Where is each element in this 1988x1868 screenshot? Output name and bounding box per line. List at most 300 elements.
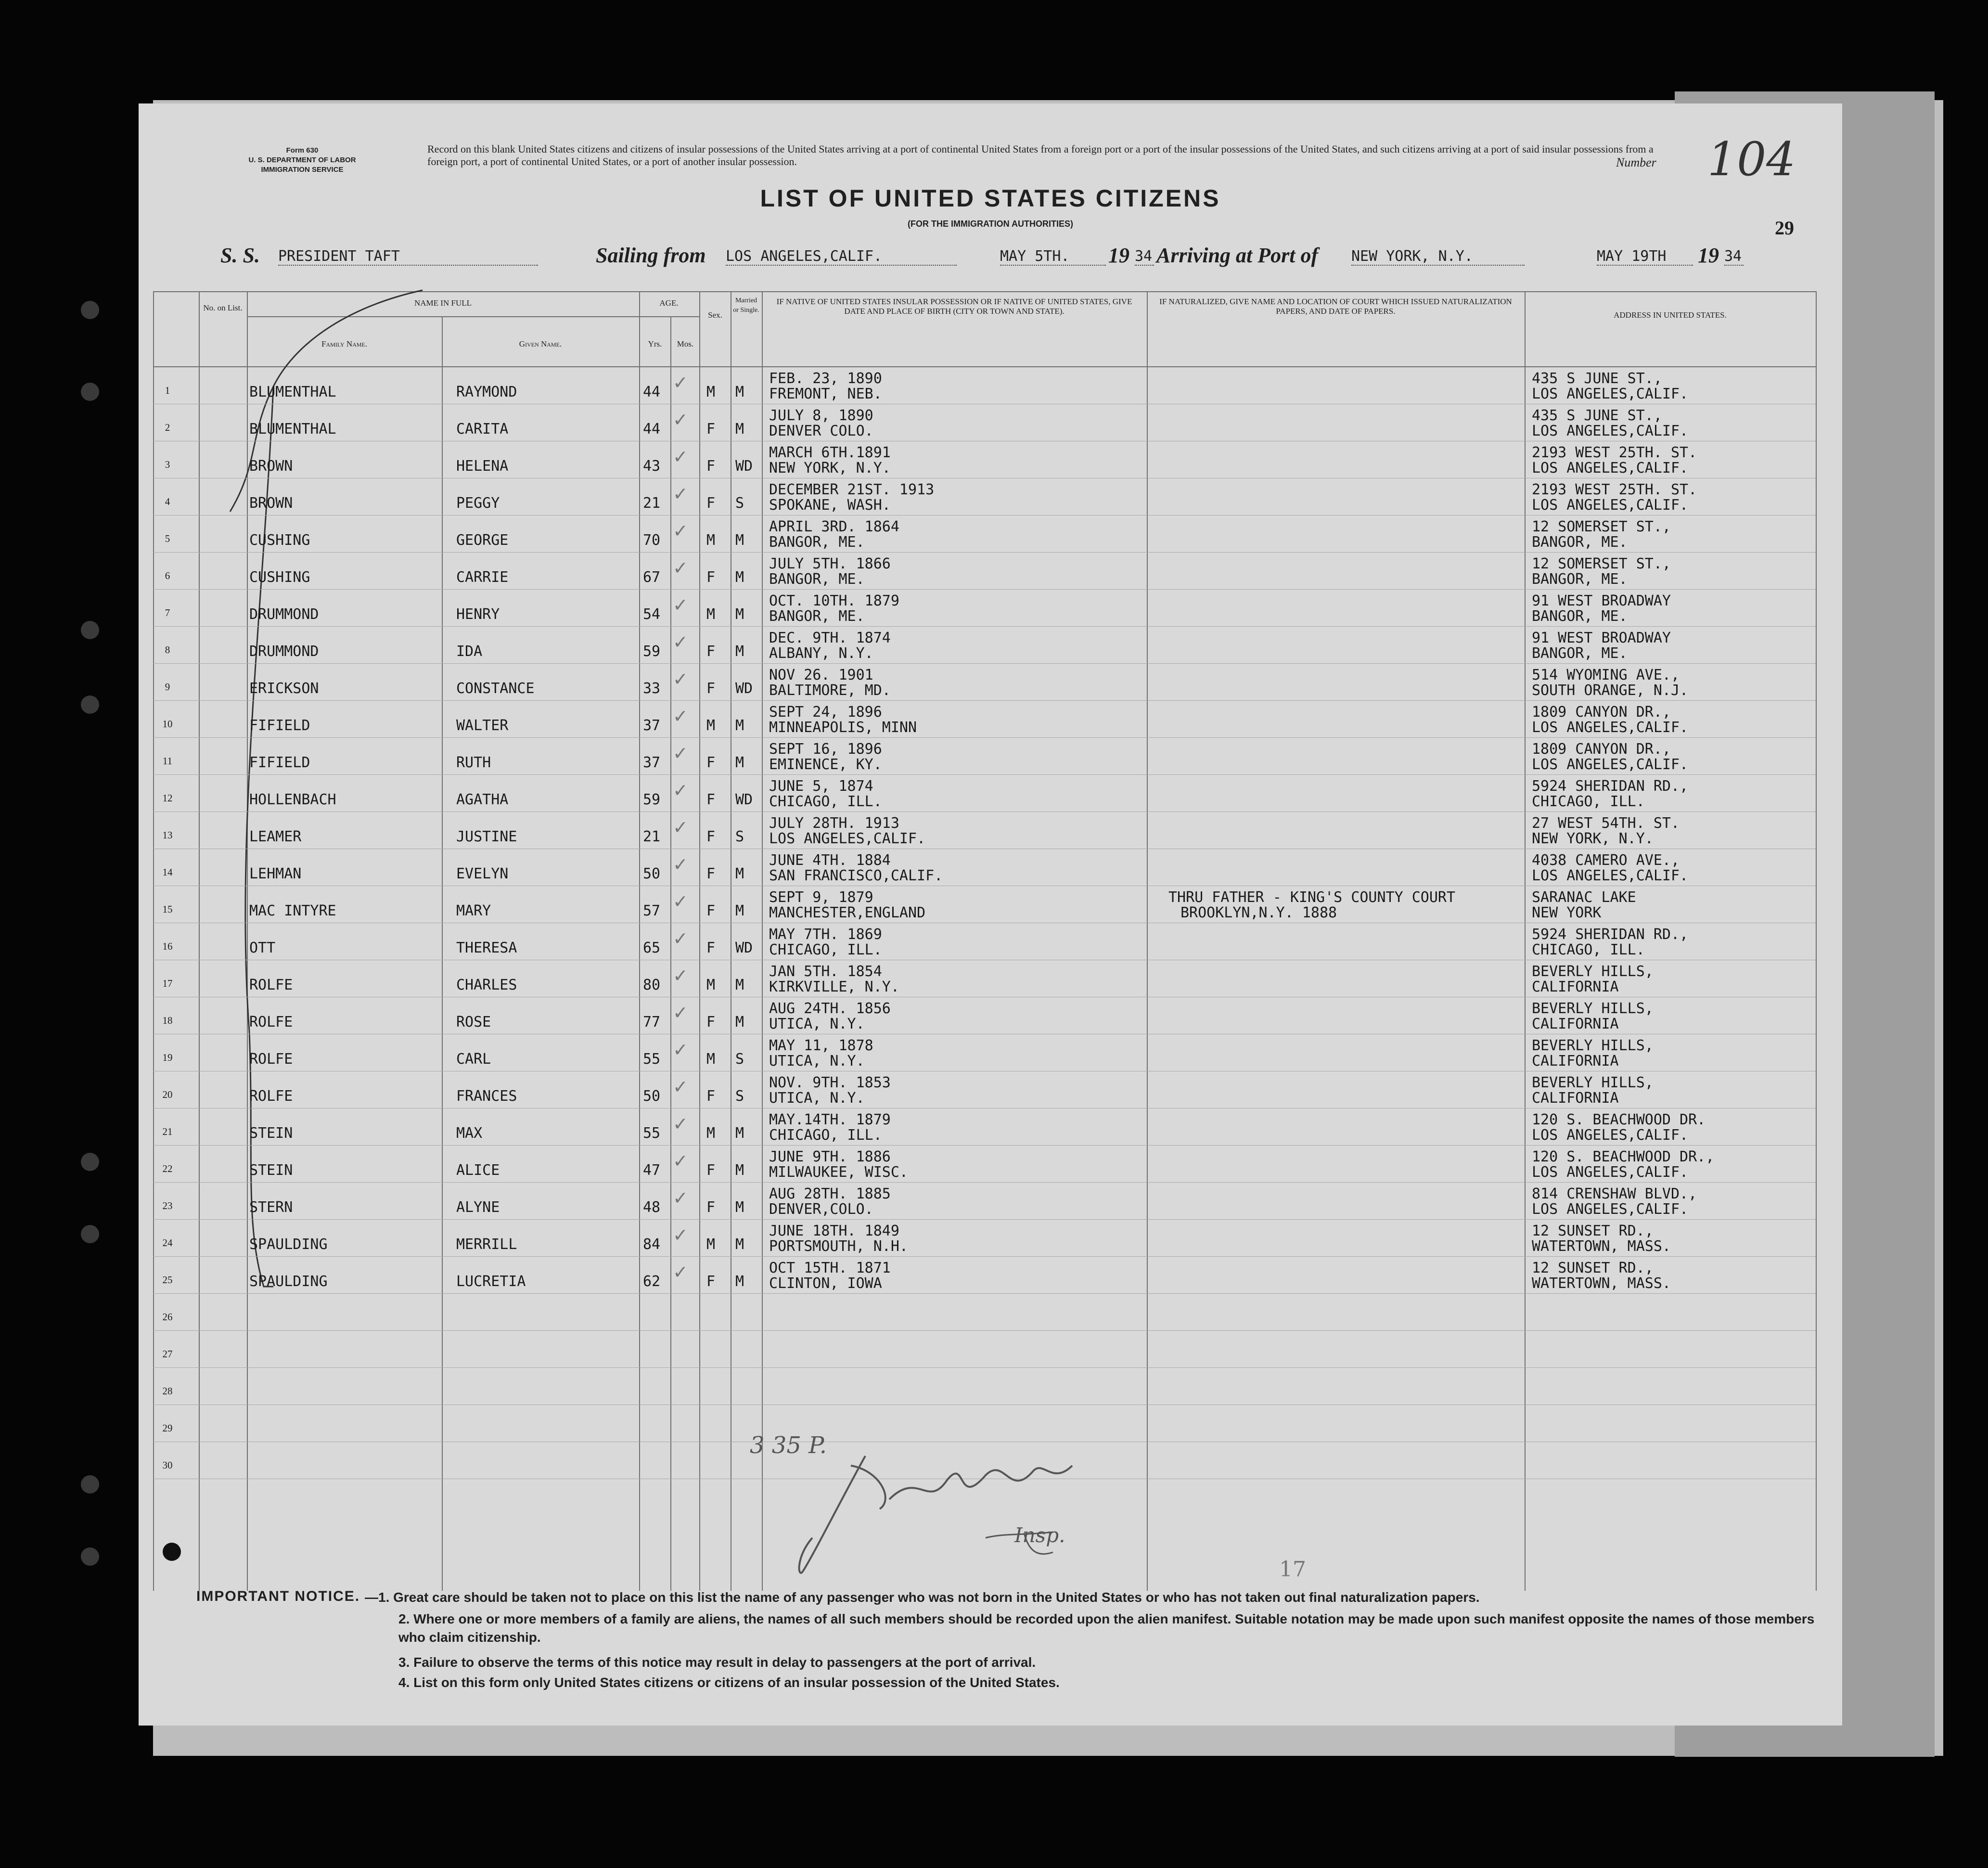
cell-no: 6 xyxy=(165,570,170,581)
age-divider xyxy=(639,316,699,317)
cell-addr1: 120 S. BEACHWOOD DR., xyxy=(1532,1148,1715,1165)
cell-addr1: 12 SUNSET RD., xyxy=(1532,1260,1654,1276)
cell-given: AGATHA xyxy=(456,791,509,808)
cell-sex: M xyxy=(706,606,716,623)
cell-addr1: 91 WEST BROADWAY xyxy=(1532,593,1671,609)
cell-birth-date: MARCH 6TH.1891 xyxy=(769,444,891,461)
cell-age: 47 xyxy=(643,1162,661,1179)
punch-hole xyxy=(81,1475,99,1494)
cell-given: FRANCES xyxy=(456,1088,517,1105)
cell-age: 21 xyxy=(643,495,661,512)
cell-given: MAX xyxy=(456,1125,483,1142)
cell-addr1: BEVERLY HILLS, xyxy=(1532,963,1654,980)
cell-given: IDA xyxy=(456,643,483,660)
cell-marital: M xyxy=(735,1236,744,1253)
cell-no: 7 xyxy=(165,607,170,618)
check-mark: ✓ xyxy=(673,373,688,393)
cell-no: 29 xyxy=(162,1422,173,1434)
cell-nat2: BROOKLYN,N.Y. 1888 xyxy=(1180,904,1337,921)
cell-birth-date: MAY 7TH. 1869 xyxy=(769,926,882,943)
ss-label: S. S. xyxy=(220,244,260,267)
cell-birth-place: BANGOR, ME. xyxy=(769,534,865,551)
cell-sex: M xyxy=(706,532,716,549)
cell-age: 37 xyxy=(643,754,661,771)
cell-addr1: 91 WEST BROADWAY xyxy=(1532,630,1671,646)
check-mark: ✓ xyxy=(673,707,688,727)
cell-sex: F xyxy=(706,458,716,475)
col-header-address: ADDRESS IN UNITED STATES. xyxy=(1614,310,1727,320)
cell-addr2: SOUTH ORANGE, N.J. xyxy=(1532,682,1689,699)
cell-sex: M xyxy=(706,1125,716,1142)
check-mark: ✓ xyxy=(673,892,688,912)
cell-family: BLUMENTHAL xyxy=(249,384,336,400)
cell-birth-place: MILWAUKEE, WISC. xyxy=(769,1164,908,1181)
cell-addr2: CHICAGO, ILL. xyxy=(1532,941,1645,958)
table-row xyxy=(153,1331,1816,1368)
cell-given: ALICE xyxy=(456,1162,500,1179)
cell-given: HENRY xyxy=(456,606,500,623)
notice-item-2: 2. Where one or more members of a family are aliens, the names of all such members should be recorded upon the alien manifest. Suitable notation may be made upon such manifest opposite the names of those members who claim citizenship. xyxy=(398,1611,1815,1645)
cell-sex: F xyxy=(706,940,716,956)
cell-sex: F xyxy=(706,1273,716,1290)
check-mark: ✓ xyxy=(673,558,688,579)
cell-given: WALTER xyxy=(456,717,509,734)
cell-birth-date: JUNE 18TH. 1849 xyxy=(769,1223,899,1239)
col-header-married: Married or Single. xyxy=(733,297,759,314)
punch-hole xyxy=(81,301,99,319)
cell-addr2: LOS ANGELES,CALIF. xyxy=(1532,1164,1689,1181)
cell-age: 21 xyxy=(643,828,661,845)
cell-addr2: CALIFORNIA xyxy=(1532,979,1619,995)
cell-birth-place: PORTSMOUTH, N.H. xyxy=(769,1238,908,1255)
col-header-given: Given Name. xyxy=(519,339,562,348)
cell-birth-place: EMINENCE, KY. xyxy=(769,756,882,773)
col-header-no: No. on List. xyxy=(203,303,243,312)
cell-addr1: BEVERLY HILLS, xyxy=(1532,1037,1654,1054)
table-row xyxy=(153,1034,1816,1071)
cell-addr1: 27 WEST 54TH. ST. xyxy=(1532,815,1680,832)
cell-given: MERRILL xyxy=(456,1236,517,1253)
arrival-date: MAY 19TH xyxy=(1597,248,1693,266)
cell-age: 57 xyxy=(643,902,661,919)
cell-addr2: NEW YORK, N.Y. xyxy=(1532,830,1654,847)
table-row xyxy=(153,738,1816,775)
cell-birth-place: FREMONT, NEB. xyxy=(769,386,882,402)
cell-no: 15 xyxy=(162,903,173,915)
cell-sex: M xyxy=(706,1051,716,1068)
cell-age: 44 xyxy=(643,421,661,438)
cell-birth-place: BALTIMORE, MD. xyxy=(769,682,891,699)
punch-hole xyxy=(81,696,99,714)
cell-birth-place: UTICA, N.Y. xyxy=(769,1053,865,1069)
check-mark: ✓ xyxy=(673,929,688,949)
cell-addr1: 4038 CAMERO AVE., xyxy=(1532,852,1680,869)
check-mark: ✓ xyxy=(673,1151,688,1172)
cell-given: CONSTANCE xyxy=(456,680,535,697)
cell-no: 19 xyxy=(162,1052,173,1063)
department: U. S. DEPARTMENT OF LABOR xyxy=(248,156,356,164)
punch-hole xyxy=(81,1153,99,1171)
table-row xyxy=(153,404,1816,441)
cell-birth-place: CHICAGO, ILL. xyxy=(769,941,882,958)
cell-marital: WD xyxy=(735,458,753,475)
cell-addr2: LOS ANGELES,CALIF. xyxy=(1532,386,1689,402)
table-row xyxy=(153,1220,1816,1257)
cell-marital: M xyxy=(735,421,744,438)
cell-age: 50 xyxy=(643,1088,661,1105)
cell-family: STEIN xyxy=(249,1125,293,1142)
arrival-year: 34 xyxy=(1724,248,1744,266)
cell-marital: M xyxy=(735,569,744,586)
cell-birth-place: BANGOR, ME. xyxy=(769,608,865,625)
col-rule xyxy=(1525,291,1526,367)
cell-birth-date: JULY 28TH. 1913 xyxy=(769,815,899,832)
cell-marital: M xyxy=(735,754,744,771)
cell-birth-place: MANCHESTER,ENGLAND xyxy=(769,904,926,921)
cell-marital: S xyxy=(735,1051,744,1068)
cell-birth-place: CHICAGO, ILL. xyxy=(769,1127,882,1144)
check-mark: ✓ xyxy=(673,484,688,504)
cell-addr1: 814 CRENSHAW BLVD., xyxy=(1532,1185,1697,1202)
sailing-date: MAY 5TH. xyxy=(1000,248,1106,266)
cell-nat1: THRU FATHER - KING'S COUNTY COURT xyxy=(1168,889,1456,906)
col-header-mos: Mos. xyxy=(677,339,694,348)
cell-birth-date: AUG 24TH. 1856 xyxy=(769,1000,891,1017)
table-row xyxy=(153,1257,1816,1294)
cell-birth-date: MAY 11, 1878 xyxy=(769,1037,873,1054)
cell-addr2: LOS ANGELES,CALIF. xyxy=(1532,1127,1689,1144)
table-row xyxy=(153,849,1816,886)
cell-age: 59 xyxy=(643,791,661,808)
cell-given: CARITA xyxy=(456,421,509,438)
cell-no: 11 xyxy=(162,755,173,767)
cell-age: 59 xyxy=(643,643,661,660)
cell-no: 20 xyxy=(162,1089,173,1100)
cell-birth-date: SEPT 9, 1879 xyxy=(769,889,873,906)
cell-given: GEORGE xyxy=(456,532,509,549)
cell-birth-place: SPOKANE, WASH. xyxy=(769,497,891,514)
cell-birth-date: NOV. 9TH. 1853 xyxy=(769,1074,891,1091)
col-rule xyxy=(1816,367,1817,1591)
cell-addr1: 1809 CANYON DR., xyxy=(1532,741,1671,758)
cell-addr2: LOS ANGELES,CALIF. xyxy=(1532,497,1689,514)
check-mark: ✓ xyxy=(673,1114,688,1134)
cell-marital: M xyxy=(735,865,744,882)
check-mark: ✓ xyxy=(673,855,688,875)
cell-age: 67 xyxy=(643,569,661,586)
cell-addr2: CALIFORNIA xyxy=(1532,1090,1619,1107)
col-rule xyxy=(699,291,700,367)
notice-item-4: 4. List on this form only United States citizens or citizens of an insular possession of the United States. xyxy=(398,1675,1060,1690)
cell-birth-date: JUNE 9TH. 1886 xyxy=(769,1148,891,1165)
cell-no: 8 xyxy=(165,644,170,656)
cell-given: JUSTINE xyxy=(456,828,517,845)
cell-given: THERESA xyxy=(456,940,517,956)
cell-marital: WD xyxy=(735,940,753,956)
col-header-birth: IF NATIVE OF UNITED STATES INSULAR POSSESSION OR IF NATIVE OF UNITED STATES, GIVE DATE AND PLACE OF BIRTH (CITY OR TOWN AND STATE). xyxy=(776,297,1132,316)
cell-age: 33 xyxy=(643,680,661,697)
cell-birth-date: OCT 15TH. 1871 xyxy=(769,1260,891,1276)
cell-addr2: WATERTOWN, MASS. xyxy=(1532,1238,1671,1255)
cell-no: 23 xyxy=(162,1200,173,1211)
cell-birth-date: JAN 5TH. 1854 xyxy=(769,963,882,980)
cell-addr1: BEVERLY HILLS, xyxy=(1532,1074,1654,1091)
cell-addr2: CHICAGO, ILL. xyxy=(1532,793,1645,810)
check-mark: ✓ xyxy=(673,1003,688,1023)
cell-birth-date: JUNE 5, 1874 xyxy=(769,778,873,795)
cell-birth-place: ALBANY, N.Y. xyxy=(769,645,873,662)
cell-family: DRUMMOND xyxy=(249,606,319,623)
cell-given: MARY xyxy=(456,902,491,919)
cell-no: 2 xyxy=(165,422,170,433)
footer-number: 17 xyxy=(1279,1557,1306,1582)
cell-family: LEHMAN xyxy=(249,865,302,882)
col-header-family: Family Name. xyxy=(321,339,368,348)
check-mark: ✓ xyxy=(673,818,688,838)
signature-title: Insp. xyxy=(1014,1523,1065,1547)
table-row xyxy=(153,997,1816,1034)
table-row xyxy=(153,1146,1816,1183)
arriving-label: Arriving at Port of xyxy=(1156,244,1319,267)
cell-birth-place: MINNEAPOLIS, MINN xyxy=(769,719,917,736)
cell-addr1: 435 S JUNE ST., xyxy=(1532,407,1662,424)
cell-age: 50 xyxy=(643,865,661,882)
cell-given: ALYNE xyxy=(456,1199,500,1216)
cell-age: 62 xyxy=(643,1273,661,1290)
cell-age: 55 xyxy=(643,1051,661,1068)
cell-addr1: 514 WYOMING AVE., xyxy=(1532,667,1680,683)
cell-family: ERICKSON xyxy=(249,680,319,697)
notice-item-3: 3. Failure to observe the terms of this notice may result in delay to passengers at the port of arrival. xyxy=(398,1655,1036,1670)
cell-birth-place: LOS ANGELES,CALIF. xyxy=(769,830,926,847)
cell-marital: M xyxy=(735,606,744,623)
cell-no: 27 xyxy=(162,1348,173,1360)
cell-marital: M xyxy=(735,1273,744,1290)
cell-addr2: BANGOR, ME. xyxy=(1532,608,1628,625)
cell-family: BLUMENTHAL xyxy=(249,421,336,438)
table-row xyxy=(153,664,1816,701)
cell-birth-date: APRIL 3RD. 1864 xyxy=(769,518,899,535)
cell-birth-date: DEC. 9TH. 1874 xyxy=(769,630,891,646)
cell-birth-date: OCT. 10TH. 1879 xyxy=(769,593,899,609)
cell-sex: M xyxy=(706,384,716,400)
notice-item-1: —1. Great care should be taken not to place on this list the name of any passenger who was not born in the United States or who has not taken out final naturalization papers. xyxy=(365,1590,1480,1605)
cell-age: 84 xyxy=(643,1236,661,1253)
cell-birth-place: SAN FRANCISCO,CALIF. xyxy=(769,867,943,884)
notice-label: IMPORTANT NOTICE. xyxy=(196,1588,360,1604)
cell-addr2: LOS ANGELES,CALIF. xyxy=(1532,867,1689,884)
table-row xyxy=(153,1294,1816,1331)
col-rule xyxy=(762,291,763,367)
table-row xyxy=(153,960,1816,997)
check-mark: ✓ xyxy=(673,1040,688,1060)
cell-birth-date: FEB. 23, 1890 xyxy=(769,370,882,387)
cell-family: SPAULDING xyxy=(249,1236,328,1253)
col-header-name: NAME IN FULL xyxy=(414,298,472,308)
cell-marital: M xyxy=(735,1162,744,1179)
table-row xyxy=(153,1108,1816,1146)
table-row xyxy=(153,886,1816,923)
check-mark: ✓ xyxy=(673,410,688,430)
table-row xyxy=(153,812,1816,849)
cell-given: RAYMOND xyxy=(456,384,517,400)
cell-birth-place: KIRKVILLE, N.Y. xyxy=(769,979,899,995)
table-row xyxy=(153,1183,1816,1220)
cell-age: 43 xyxy=(643,458,661,475)
cell-addr1: BEVERLY HILLS, xyxy=(1532,1000,1654,1017)
table-row xyxy=(153,1071,1816,1108)
page-subtitle: (FOR THE IMMIGRATION AUTHORITIES) xyxy=(908,219,1073,229)
cell-addr2: LOS ANGELES,CALIF. xyxy=(1532,719,1689,736)
cell-addr2: CALIFORNIA xyxy=(1532,1053,1619,1069)
number-label: Number xyxy=(1616,155,1656,169)
cell-no: 24 xyxy=(162,1237,173,1249)
cell-sex: M xyxy=(706,717,716,734)
passenger-table xyxy=(153,367,1816,1591)
check-mark: ✓ xyxy=(673,670,688,690)
table-row xyxy=(153,441,1816,478)
cell-addr2: NEW YORK xyxy=(1532,904,1602,921)
cell-birth-date: JULY 5TH. 1866 xyxy=(769,555,891,572)
cell-family: HOLLENBACH xyxy=(249,791,336,808)
table-row xyxy=(153,553,1816,590)
cell-sex: F xyxy=(706,754,716,771)
cell-no: 14 xyxy=(162,866,173,878)
cell-given: LUCRETIA xyxy=(456,1273,526,1290)
cell-age: 37 xyxy=(643,717,661,734)
cell-addr2: BANGOR, ME. xyxy=(1532,534,1628,551)
cell-sex: F xyxy=(706,643,716,660)
ship-name: PRESIDENT TAFT xyxy=(278,248,538,266)
cell-no: 12 xyxy=(162,792,173,804)
cell-birth-place: UTICA, N.Y. xyxy=(769,1090,865,1107)
cell-family: ROLFE xyxy=(249,1051,293,1068)
cell-no: 1 xyxy=(165,385,170,396)
table-row xyxy=(153,367,1816,404)
cell-no: 3 xyxy=(165,459,170,470)
cell-sex: F xyxy=(706,680,716,697)
cell-age: 48 xyxy=(643,1199,661,1216)
cell-addr1: 12 SOMERSET ST., xyxy=(1532,555,1671,572)
cell-sex: F xyxy=(706,791,716,808)
cell-addr1: SARANAC LAKE xyxy=(1532,889,1636,906)
cell-sex: F xyxy=(706,569,716,586)
cell-marital: M xyxy=(735,384,744,400)
cell-marital: M xyxy=(735,643,744,660)
check-mark: ✓ xyxy=(673,1077,688,1097)
cell-birth-date: JUNE 4TH. 1884 xyxy=(769,852,891,869)
table-row xyxy=(153,590,1816,627)
service: IMMIGRATION SERVICE xyxy=(261,166,344,174)
cell-family: OTT xyxy=(249,940,276,956)
check-mark: ✓ xyxy=(673,447,688,467)
check-mark: ✓ xyxy=(673,744,688,764)
cell-given: RUTH xyxy=(456,754,491,771)
cell-given: ROSE xyxy=(456,1014,491,1031)
cell-sex: F xyxy=(706,865,716,882)
cell-marital: S xyxy=(735,495,744,512)
cell-addr2: LOS ANGELES,CALIF. xyxy=(1532,460,1689,477)
cell-family: DRUMMOND xyxy=(249,643,319,660)
cell-birth-date: JULY 8, 1890 xyxy=(769,407,873,424)
cell-addr1: 435 S JUNE ST., xyxy=(1532,370,1662,387)
cell-addr2: LOS ANGELES,CALIF. xyxy=(1532,756,1689,773)
cell-birth-place: NEW YORK, N.Y. xyxy=(769,460,891,477)
cell-marital: M xyxy=(735,977,744,993)
cell-sex: F xyxy=(706,902,716,919)
cell-sex: F xyxy=(706,828,716,845)
cell-no: 10 xyxy=(162,718,173,730)
check-mark: ✓ xyxy=(673,521,688,541)
col-header-sex: Sex. xyxy=(708,310,722,320)
table-row xyxy=(153,478,1816,515)
col-rule xyxy=(1816,291,1817,367)
cell-addr1: 5924 SHERIDAN RD., xyxy=(1532,926,1689,943)
cell-sex: F xyxy=(706,1162,716,1179)
time-note: 3 35 P. xyxy=(750,1432,827,1459)
cell-family: ROLFE xyxy=(249,977,293,993)
cell-marital: WD xyxy=(735,680,753,697)
cell-sex: M xyxy=(706,977,716,993)
cell-addr1: 5924 SHERIDAN RD., xyxy=(1532,778,1689,795)
cell-age: 70 xyxy=(643,532,661,549)
cell-no: 9 xyxy=(165,681,170,693)
col-rule xyxy=(1147,291,1148,367)
cell-addr2: LOS ANGELES,CALIF. xyxy=(1532,1201,1689,1218)
cell-family: BROWN xyxy=(249,458,293,475)
cell-marital: M xyxy=(735,1014,744,1031)
cell-sex: F xyxy=(706,495,716,512)
cell-sex: F xyxy=(706,1014,716,1031)
col-header-yrs: Yrs. xyxy=(648,339,662,348)
cell-family: LEAMER xyxy=(249,828,302,845)
form-identification xyxy=(223,146,382,175)
sailing-from-port: LOS ANGELES,CALIF. xyxy=(726,248,957,266)
cell-age: 44 xyxy=(643,384,661,400)
cell-birth-date: NOV 26. 1901 xyxy=(769,667,873,683)
cell-no: 28 xyxy=(162,1385,173,1397)
cell-addr1: 1809 CANYON DR., xyxy=(1532,704,1671,721)
cell-birth-date: SEPT 16, 1896 xyxy=(769,741,882,758)
cell-addr2: BANGOR, ME. xyxy=(1532,571,1628,588)
check-mark: ✓ xyxy=(673,595,688,616)
cell-addr2: WATERTOWN, MASS. xyxy=(1532,1275,1671,1292)
cell-family: STEIN xyxy=(249,1162,293,1179)
sail-year-prefix: 19 xyxy=(1108,244,1129,267)
check-mark: ✓ xyxy=(673,781,688,801)
sail-year: 34 xyxy=(1135,248,1154,266)
cell-family: ROLFE xyxy=(249,1014,293,1031)
cell-given: HELENA xyxy=(456,458,509,475)
cell-marital: S xyxy=(735,828,744,845)
check-mark: ✓ xyxy=(673,1188,688,1209)
page-title: LIST OF UNITED STATES CITIZENS xyxy=(760,185,1221,212)
table-row xyxy=(153,923,1816,960)
manifest-page xyxy=(139,103,1842,1726)
cell-age: 80 xyxy=(643,977,661,993)
cell-no: 16 xyxy=(162,940,173,952)
cell-marital: M xyxy=(735,717,744,734)
sailing-from-label: Sailing from xyxy=(596,244,706,267)
cell-family: CUSHING xyxy=(249,569,310,586)
cell-marital: M xyxy=(735,1125,744,1142)
cell-addr1: 120 S. BEACHWOOD DR. xyxy=(1532,1111,1706,1128)
punch-hole xyxy=(81,1547,99,1566)
cell-birth-place: DENVER,COLO. xyxy=(769,1201,873,1218)
cell-marital: S xyxy=(735,1088,744,1105)
cell-no: 21 xyxy=(162,1126,173,1137)
cell-family: FIFIELD xyxy=(249,717,310,734)
